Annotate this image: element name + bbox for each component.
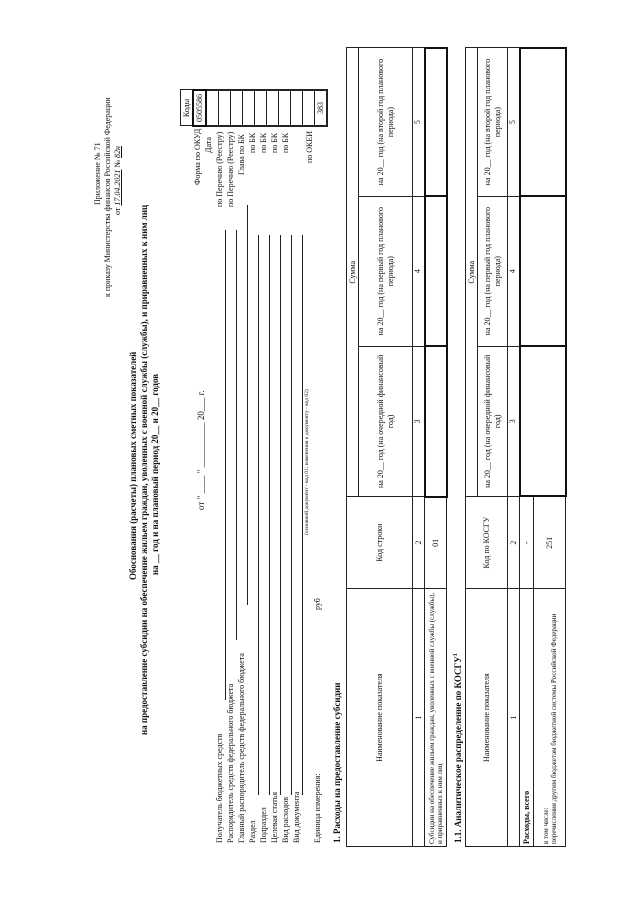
s11-row-total-code: -: [520, 496, 534, 588]
doc-period: на __ год и на плановый период 20__ и 20__ годов: [150, 373, 160, 575]
s11-row-transfer: в том числе: перечисления другим бюджетам бюджетной системы Российской Федерации: [534, 589, 566, 847]
s1-col-sum: Сумма: [347, 48, 359, 497]
s1-row-y3[interactable]: [425, 48, 447, 196]
s1-col-y2: на 20__ год (на первый год планового периода): [359, 196, 413, 346]
okud-code: 0505586: [193, 90, 206, 126]
doc-subtitle: на предоставление субсидии на обеспечение жильем граждан, уволенных с военной службы (службы), и приравненных к ним лиц: [139, 204, 149, 735]
section-label: Раздел: [248, 820, 257, 843]
bk-label-3: по БК: [270, 132, 279, 153]
s1-col-name: Наименование показателя: [347, 589, 413, 847]
s11-col-y2: на 20__ год (на первый год планового периода): [478, 196, 508, 346]
unit-value: руб: [313, 598, 322, 610]
s1-row-y2[interactable]: [425, 196, 447, 346]
okei-label: по ОКЕИ: [305, 130, 314, 163]
section1-table: Наименование показателя Код строки Сумма на 20__ год (на очередной финансовый год) на 20__ год (на первый год планового периода) на 20__ год (на второй год планового периода) 1 2 3 4 5 Субсидии на обеспечение жильем граждан, уволенных с военной службы (службы), и приравненных к ним лиц 01: [346, 47, 448, 847]
codes-header: Коды: [181, 90, 194, 126]
section11-title: 1.1. Аналитическое распределение по КОСГУ$^1$: [453, 653, 463, 843]
s11-col-y1: на 20__ год (на очередной финансовый год): [478, 346, 508, 496]
doc-title: Обоснования (расчеты) плановых сметных показателей: [128, 351, 138, 580]
okei-code: 383: [315, 90, 328, 126]
s11-row-total: Расходы, всего: [520, 589, 534, 847]
s11-row-transfer-code: 251: [534, 496, 566, 588]
s1-col-y1: на 20__ год (на очередной финансовый год): [359, 346, 413, 496]
s11-col-y3: на 20__ год (на второй год планового периода): [478, 48, 508, 196]
target-item-label: Целевая статья: [270, 791, 279, 843]
order-number: 82н: [113, 146, 122, 158]
order-date: 17.04.2021: [113, 169, 122, 206]
s1-col-y3: на 20__ год (на второй год планового периода): [359, 48, 413, 196]
section11-table: Наименование показателя Код по КОСГУ Сумма на 20__ год (на очередной финансовый год) на 20__ год (на первый год планового периода) на 20__ год (на второй год планового периода) 1 2 3 4 5 Расходы, всего - в том числе: перечисления другим бюджетам бюджетной системы Российской Федерации 251: [465, 47, 567, 847]
doc-type-hint: (основной документ - код 01; изменения к документу - код 02): [304, 389, 310, 535]
s11-row-y1[interactable]: [520, 346, 566, 496]
okud-label: Форма по ОКУД: [193, 128, 202, 185]
unit-label: Единица измерения:: [313, 773, 322, 843]
bk-label-2: по БК: [259, 132, 268, 153]
section1-title: 1. Расходы на предоставление субсидии: [332, 682, 342, 843]
bk-label-1: по БК: [248, 132, 257, 153]
s11-col-code: Код по КОСГУ: [466, 496, 508, 588]
s1-row-name: Субсидии на обеспечение жильем граждан, уволенных с военной службы (службы), и приравненных к ним лиц: [425, 589, 447, 847]
s1-col-code: Код строки: [347, 497, 413, 589]
s1-row-code: 01: [425, 497, 447, 589]
recipient-label: Получатель бюджетных средств: [215, 733, 224, 843]
registry-label-2: по Перечню (Реестру): [226, 131, 235, 207]
date-label: Дата: [204, 137, 213, 153]
bk-label-4: по БК: [281, 132, 290, 153]
appendix-label: Приложение № 71: [93, 142, 102, 205]
order-label: к приказу Министерства финансов Российской Федерации: [103, 97, 112, 297]
subsection-label: Подраздел: [259, 807, 268, 843]
codes-table: [180, 89, 328, 127]
order-date-line: от 17.04.2021 № 82н: [113, 146, 122, 215]
registry-label-1: по Перечню (Реестру): [215, 131, 224, 207]
doc-date-line: от " ____ " __________ 20___ г.: [196, 390, 206, 510]
s11-row-y3[interactable]: [520, 48, 566, 196]
doc-type-label: Вид документа: [292, 791, 301, 843]
chief-manager-label: Главный распорядитель средств федерального бюджета: [237, 653, 246, 843]
s11-row-y2[interactable]: [520, 196, 566, 346]
manager-label: Распорядитель средств федерального бюджета: [226, 683, 235, 843]
glava-label: Глава по БК: [237, 134, 246, 175]
s11-col-name: Наименование показателя: [466, 589, 508, 847]
expense-type-label: Вид расходов: [281, 797, 290, 843]
s11-col-sum: Сумма: [466, 48, 478, 496]
s1-row-y1[interactable]: [425, 346, 447, 496]
